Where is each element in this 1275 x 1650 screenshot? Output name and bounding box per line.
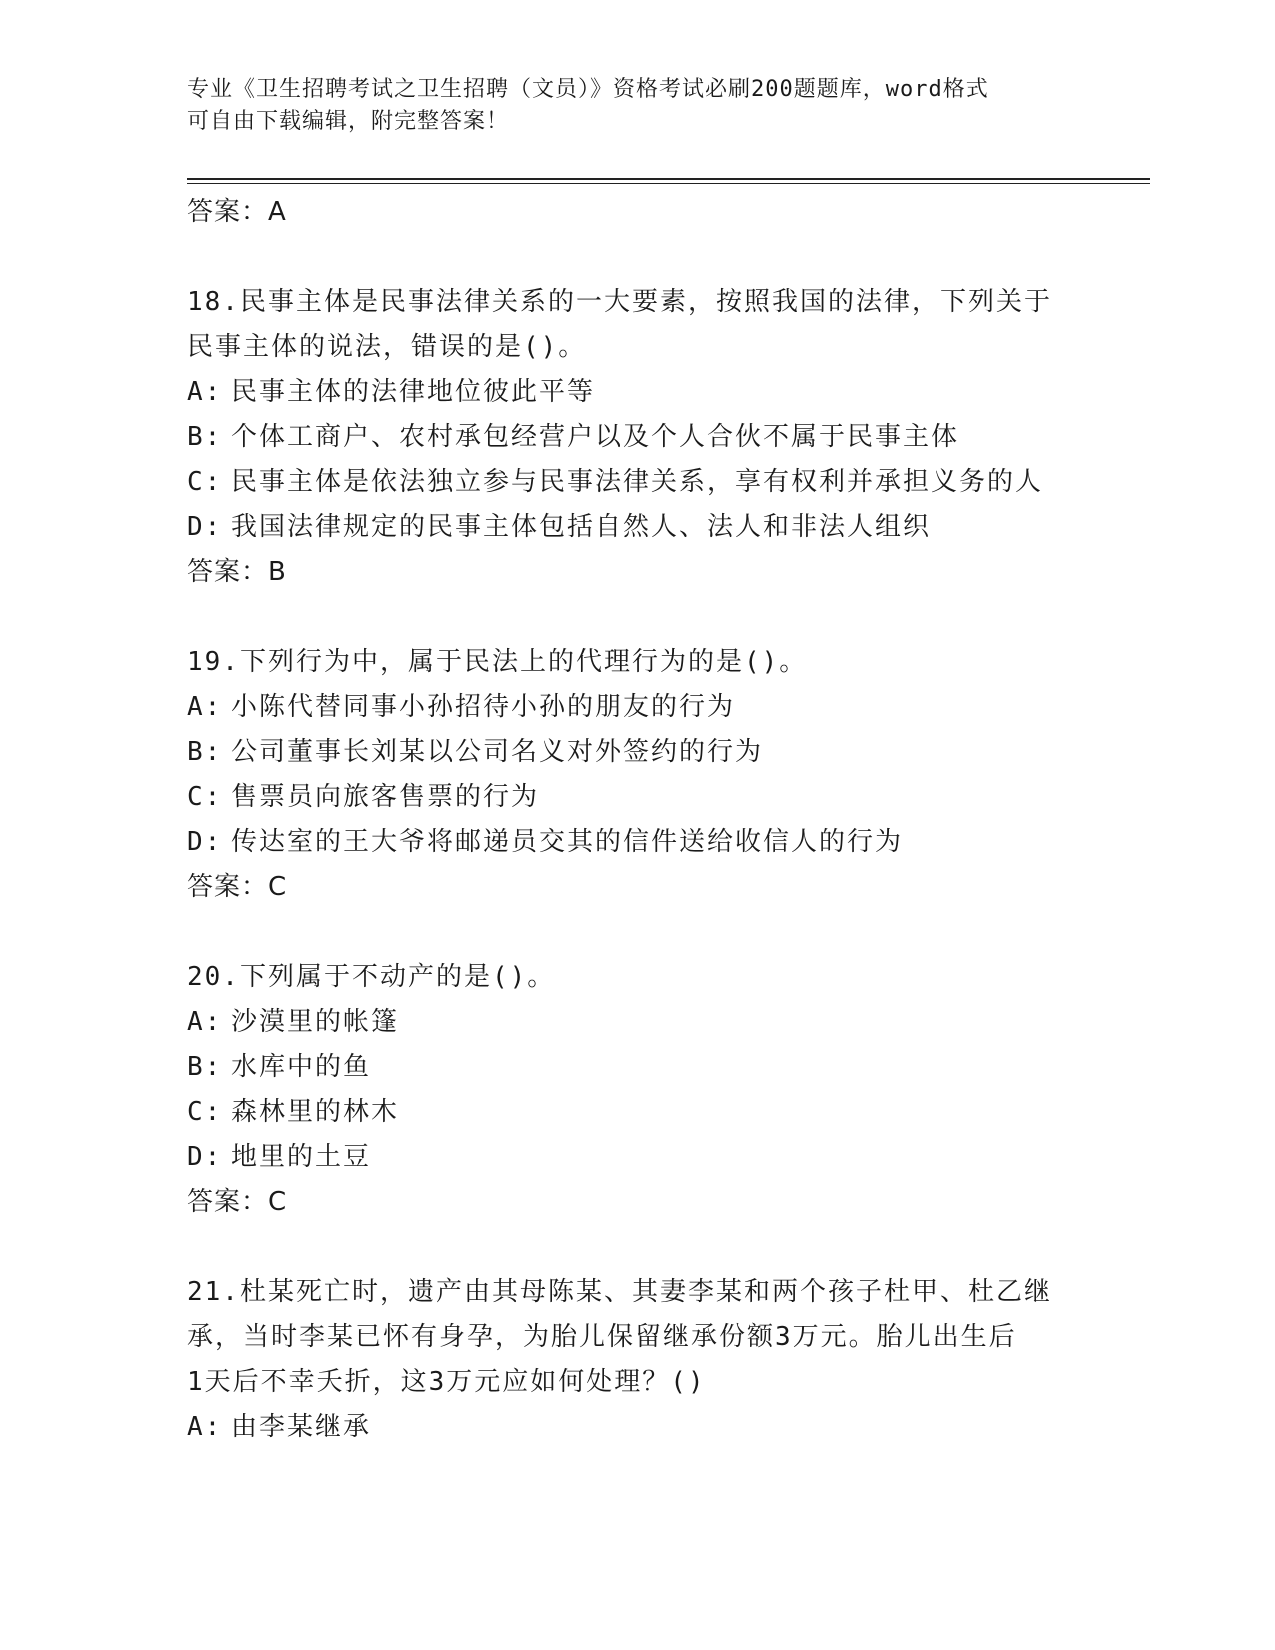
option-b bbox=[187, 415, 1087, 460]
option-letter: B: bbox=[187, 1052, 223, 1082]
option-text: 我国法律规定的民事主体包括自然人、法人和非法人组织 bbox=[231, 512, 932, 542]
option-text: 由李某继承 bbox=[231, 1412, 372, 1442]
option-b bbox=[187, 730, 1087, 775]
question-text-line: 20.下列属于不动产的是()。 bbox=[187, 962, 556, 992]
question-text-line: 18.民事主体是民事法律关系的一大要素，按照我国的法律，下列关于 bbox=[187, 287, 1052, 317]
option-c bbox=[187, 1090, 1087, 1135]
option-text: 个体工商户、农村承包经营户以及个人合伙不属于民事主体 bbox=[231, 422, 960, 452]
option-text: 小陈代替同事小孙招待小孙的朋友的行为 bbox=[231, 692, 736, 722]
option-letter: A: bbox=[187, 377, 223, 407]
option-d bbox=[187, 820, 1087, 865]
option-c bbox=[187, 775, 1087, 820]
option-letter: D: bbox=[187, 512, 223, 542]
option-text: 售票员向旅客售票的行为 bbox=[231, 782, 540, 812]
document-header bbox=[187, 74, 1067, 138]
question-18 bbox=[187, 280, 1087, 594]
option-letter: C: bbox=[187, 782, 223, 812]
option-d bbox=[187, 1135, 1087, 1180]
option-letter: A: bbox=[187, 692, 223, 722]
option-text: 沙漠里的帐篷 bbox=[231, 1007, 400, 1037]
question-text-line: 19.下列行为中，属于民法上的代理行为的是()。 bbox=[187, 647, 808, 677]
header-divider-thin bbox=[187, 183, 1150, 184]
option-a bbox=[187, 1405, 1087, 1450]
answer-line: 答案：B bbox=[187, 557, 287, 587]
option-text: 森林里的林木 bbox=[231, 1097, 400, 1127]
question-text-line: 民事主体的说法，错误的是()。 bbox=[187, 332, 587, 362]
option-text: 水库中的鱼 bbox=[231, 1052, 372, 1082]
option-letter: A: bbox=[187, 1007, 223, 1037]
answer-line: 答案：C bbox=[187, 1187, 288, 1217]
option-text: 公司董事长刘某以公司名义对外签约的行为 bbox=[231, 737, 764, 767]
option-a bbox=[187, 370, 1087, 415]
option-text: 民事主体是依法独立参与民事法律关系，享有权利并承担义务的人 bbox=[231, 467, 1044, 497]
header-line-1: 专业《卫生招聘考试之卫生招聘（文员）》资格考试必刷200题题库，word格式 bbox=[187, 77, 989, 102]
option-letter: D: bbox=[187, 827, 223, 857]
previous-answer: 答案：A bbox=[187, 197, 287, 227]
option-letter: D: bbox=[187, 1142, 223, 1172]
option-letter: B: bbox=[187, 422, 223, 452]
option-letter: A: bbox=[187, 1412, 223, 1442]
answer-line: 答案：C bbox=[187, 872, 288, 902]
option-letter: C: bbox=[187, 1097, 223, 1127]
option-a bbox=[187, 685, 1087, 730]
question-text-line: 1天后不幸夭折，这3万元应如何处理？() bbox=[187, 1367, 706, 1397]
option-text: 地里的土豆 bbox=[231, 1142, 372, 1172]
question-20 bbox=[187, 955, 1087, 1224]
option-text: 传达室的王大爷将邮递员交其的信件送给收信人的行为 bbox=[231, 827, 904, 857]
option-a bbox=[187, 1000, 1087, 1045]
header-line-2: 可自由下载编辑，附完整答案！ bbox=[187, 109, 510, 134]
option-d bbox=[187, 505, 1087, 550]
option-letter: B: bbox=[187, 737, 223, 767]
header-divider-thick bbox=[187, 178, 1150, 180]
question-21 bbox=[187, 1270, 1087, 1450]
option-b bbox=[187, 1045, 1087, 1090]
question-text-line: 21.杜某死亡时，遗产由其母陈某、其妻李某和两个孩子杜甲、杜乙继 bbox=[187, 1277, 1052, 1307]
question-text-line: 承，当时李某已怀有身孕，为胎儿保留继承份额3万元。胎儿出生后 bbox=[187, 1322, 1017, 1352]
option-text: 民事主体的法律地位彼此平等 bbox=[231, 377, 596, 407]
question-19 bbox=[187, 640, 1087, 909]
question-list bbox=[187, 190, 1087, 1450]
option-c bbox=[187, 460, 1087, 505]
option-letter: C: bbox=[187, 467, 223, 497]
